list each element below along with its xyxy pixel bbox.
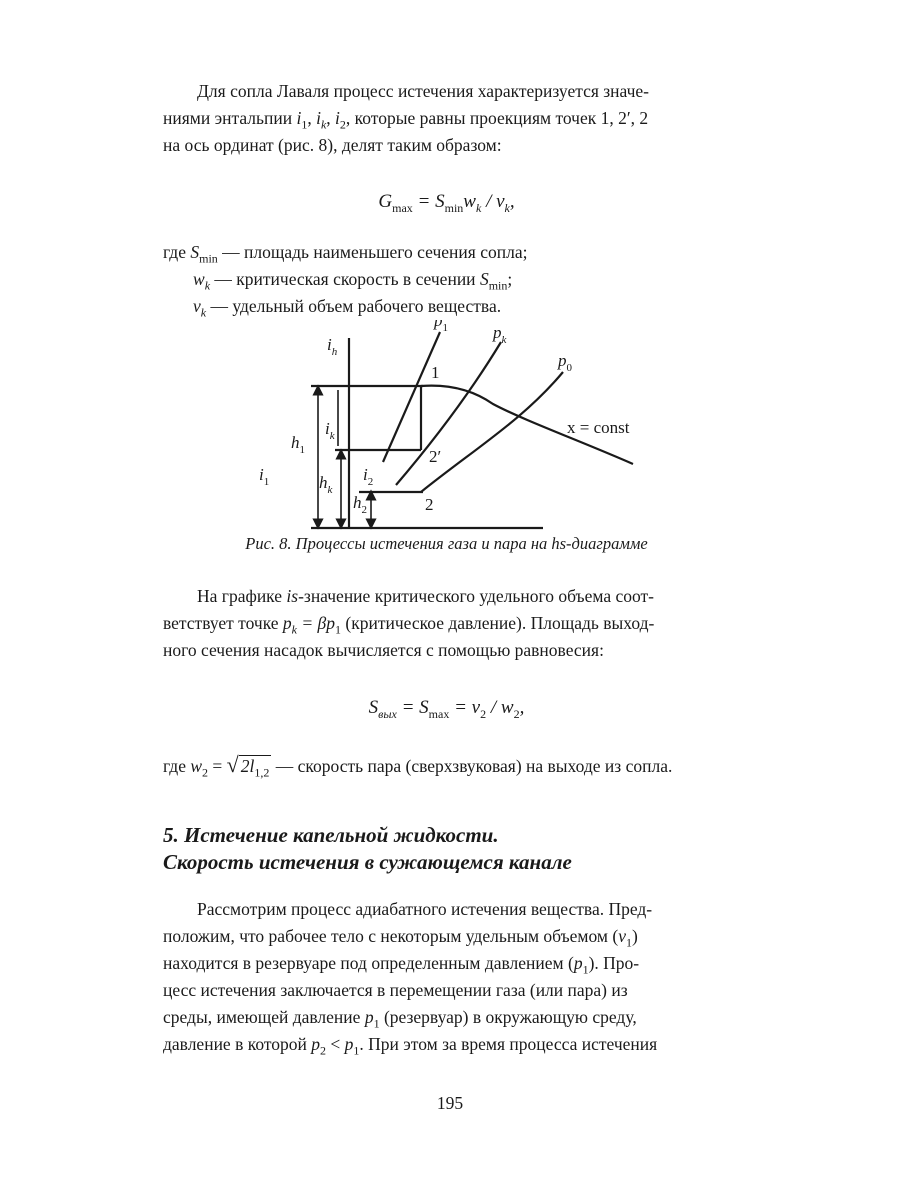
label-ik: $i_k$ <box>325 419 335 442</box>
var-i1: $i_1$ <box>296 108 308 132</box>
definitions <box>163 239 730 320</box>
isobar-p0 <box>421 372 563 492</box>
label-p1: $p_1$ <box>434 320 448 334</box>
text: на ось ординат (рис. 8), делят таким образом: <box>163 135 502 155</box>
def-wk: $w_k$ — критическая скорость в сечении $S_{min}$; <box>193 269 513 293</box>
label-point-1: 1 <box>431 363 440 382</box>
sqrt-content: $2l_{1,2}$ <box>240 756 270 780</box>
paragraph-3: где $w_2$ = √ $2l_{1,2}$ — скорость пара (сверхзвуковая) на выходе из сопла. <box>163 752 673 780</box>
label-x-const: x = const <box>567 418 630 437</box>
page-content <box>163 78 730 1058</box>
label-i1: $i_1$ <box>259 465 270 488</box>
label-ih: $i_h$ <box>327 335 338 358</box>
label-i2: $i_2$ <box>363 465 374 488</box>
def-smin: где $S_{min}$ — площадь наименьшего сечения сопла; <box>163 242 528 266</box>
label-hk: $h_k$ <box>319 473 333 496</box>
hs-diagram <box>163 320 730 530</box>
figure-hs-diagram <box>163 320 730 528</box>
text: , которые равны проекциям точек 1, 2′, 2 <box>345 108 649 128</box>
page-number: 195 <box>436 1093 464 1113</box>
formula-svyh: $S_{вых} = S_{max} = v_2 / w_2$, <box>368 697 525 721</box>
paragraph-4: Рассмотрим процесс адиабатного истечения вещества. Пред- положим, что рабочее тело с некоторым удельным объемом $(v_1)$ находится в резервуаре под определенным давлением $(p_1)$. Про- цесс истечения заключается в перемещении газа (или пара) из среды, имеющей давление $p_1$ (резервуар) в окружающую среду, давление в которой $p_2 < p_1$. При этом за время процесса истечения <box>163 899 658 1058</box>
sqrt-icon: √ <box>226 752 239 777</box>
def-vk: $v_k$ — удельный объем рабочего вещества. <box>193 296 502 320</box>
var-i2: $i_2$ <box>335 108 346 132</box>
var-ik: $i_k$ <box>316 108 327 132</box>
label-p0: $p_0$ <box>558 351 572 374</box>
formula-gmax: $G_{max} = S_{min}w_k / v_k$, <box>378 191 515 215</box>
figure-caption: Рис. 8. Процессы истечения газа и пара на hs-диаграмме <box>245 534 648 553</box>
paragraph-2: На графике is-значение критического удельного объема соот- ветствует точке $p_k = \beta p_1$ (критическое давление). Площадь выход- ного сечения насадок вычисляется с помощью равновесия: <box>163 586 655 660</box>
label-pk: $p_k$ <box>493 323 507 346</box>
isobar-pk <box>396 342 501 485</box>
label-point-2prime: 2′ <box>429 447 442 466</box>
label-h2: $h_2$ <box>353 493 367 516</box>
text: Для сопла Лаваля процесс истечения характеризуется значе- <box>197 81 650 101</box>
text: ниями энтальпии <box>163 108 297 128</box>
section-heading: 5. Истечение капельной жидкости. Скорость истечения в сужающемся канале <box>163 823 572 874</box>
label-h1: $h_1$ <box>291 433 305 456</box>
label-point-2: 2 <box>425 495 434 514</box>
paragraph-1: Для сопла Лаваля процесс истечения характеризуется значе- ниями энтальпии $i_1$, $i_k$, $i_2$, которые равны проекциям точек 1, 2′, 2 на ось ординат (рис. 8), делят таким образом: <box>163 81 650 155</box>
